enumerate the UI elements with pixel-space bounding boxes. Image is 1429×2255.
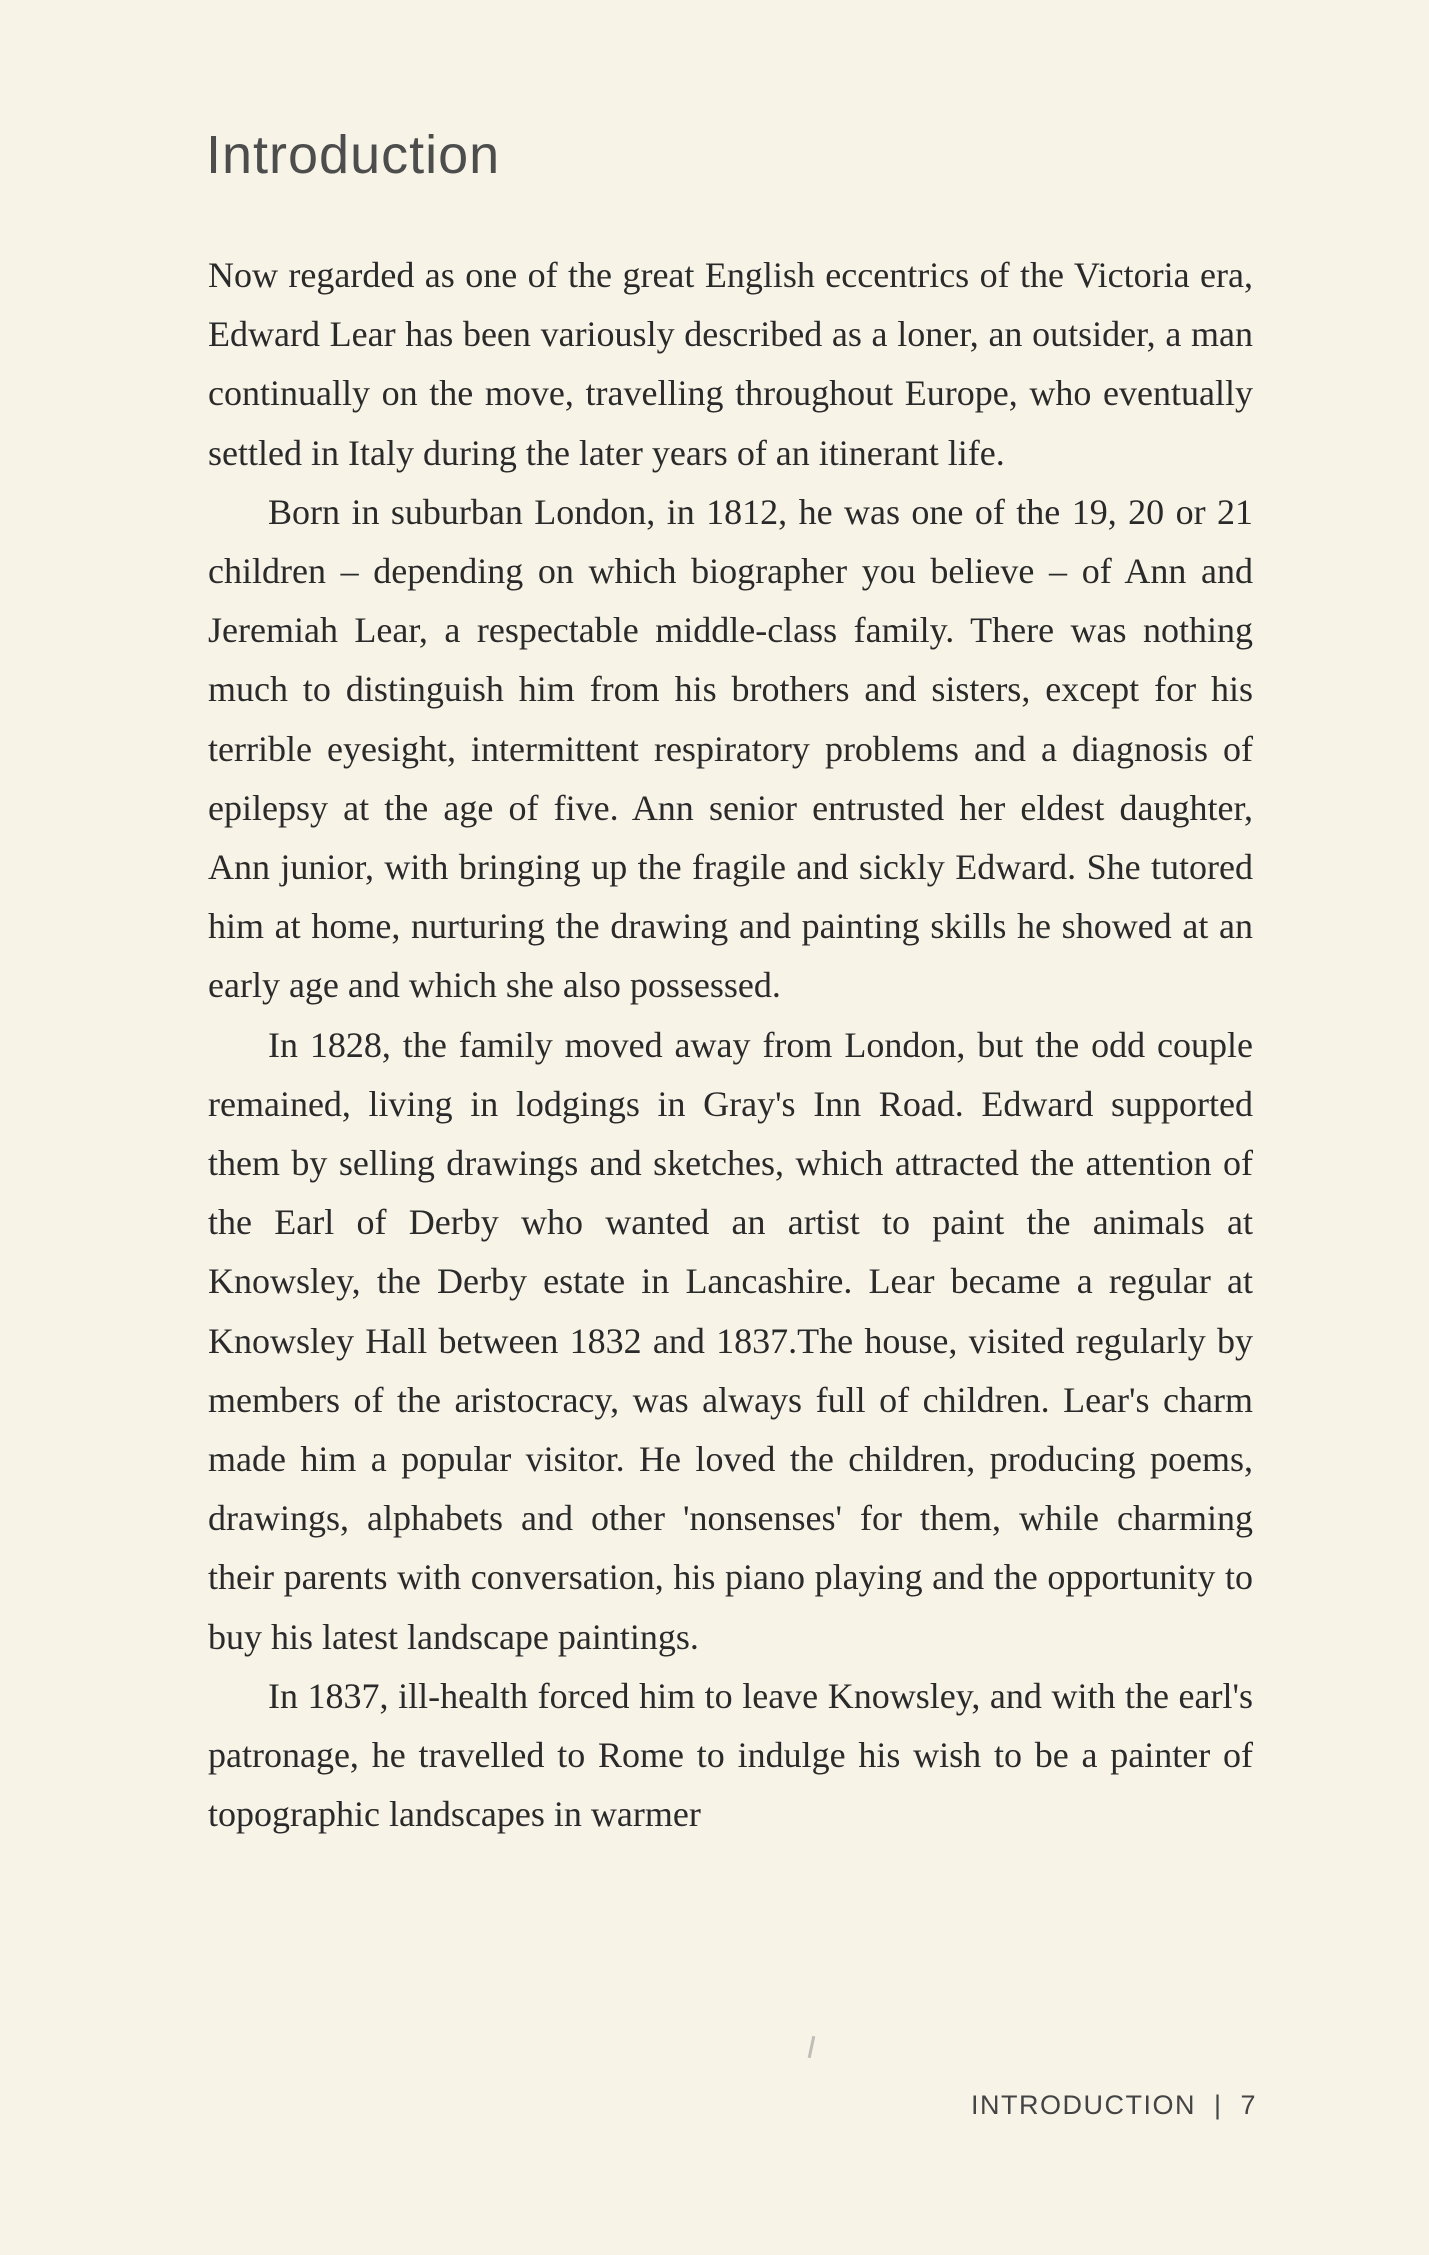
running-footer	[971, 2090, 1257, 2121]
page-number: 7	[1240, 2090, 1257, 2120]
print-speck	[808, 2036, 816, 2058]
paragraph: In 1837, ill-health forced him to leave Knowsley, and with the earl's patronage, he travelled to Rome to indulge his wish to be a painter of topographic landscapes in warmer	[208, 1675, 1253, 1835]
chapter-body	[208, 246, 1253, 1844]
chapter-heading: Introduction	[206, 125, 501, 185]
footer-section-title: INTRODUCTION	[970, 2090, 1196, 2120]
paragraph: Now regarded as one of the great English eccentrics of the Victoria era, Edward Lear has been variously described as a loner, an outsider, a man continually on the move, travelling throughout Europe, who eventually settled in Italy during the later years of an itinerant life.	[208, 255, 1253, 473]
footer-separator: |	[1213, 2090, 1223, 2120]
paragraph: In 1828, the family moved away from London, but the odd couple remained, living in lodgings in Gray's Inn Road. Edward supported them by selling drawings and sketches, which attracted the attention of the Earl of Derby who wanted an artist to paint the animals at Knowsley, the Derby estate in Lancashire. Lear became a regular at Knowsley Hall between 1832 and 1837.The house, visited regularly by members of the aristocracy, was always full of children. Lear's charm made him a popular visitor. He loved the children, producing poems, drawings, alphabets and other 'nonsenses' for them, while charming their parents with conversation, his piano playing and the opportunity to buy his latest landscape paintings.	[208, 1024, 1253, 1657]
paragraph: Born in suburban London, in 1812, he was one of the 19, 20 or 21 children – depending on which biographer you believe – of Ann and Jeremiah Lear, a respectable middle-class family. There was nothing much to distinguish him from his brothers and sisters, except for his terrible eyesight, intermittent respiratory problems and a diagnosis of epilepsy at the age of five. Ann senior entrusted her eldest daughter, Ann junior, with bringing up the fragile and sickly Edward. She tutored him at home, nurturing the drawing and painting skills he showed at an early age and which she also possessed.	[208, 491, 1253, 1006]
